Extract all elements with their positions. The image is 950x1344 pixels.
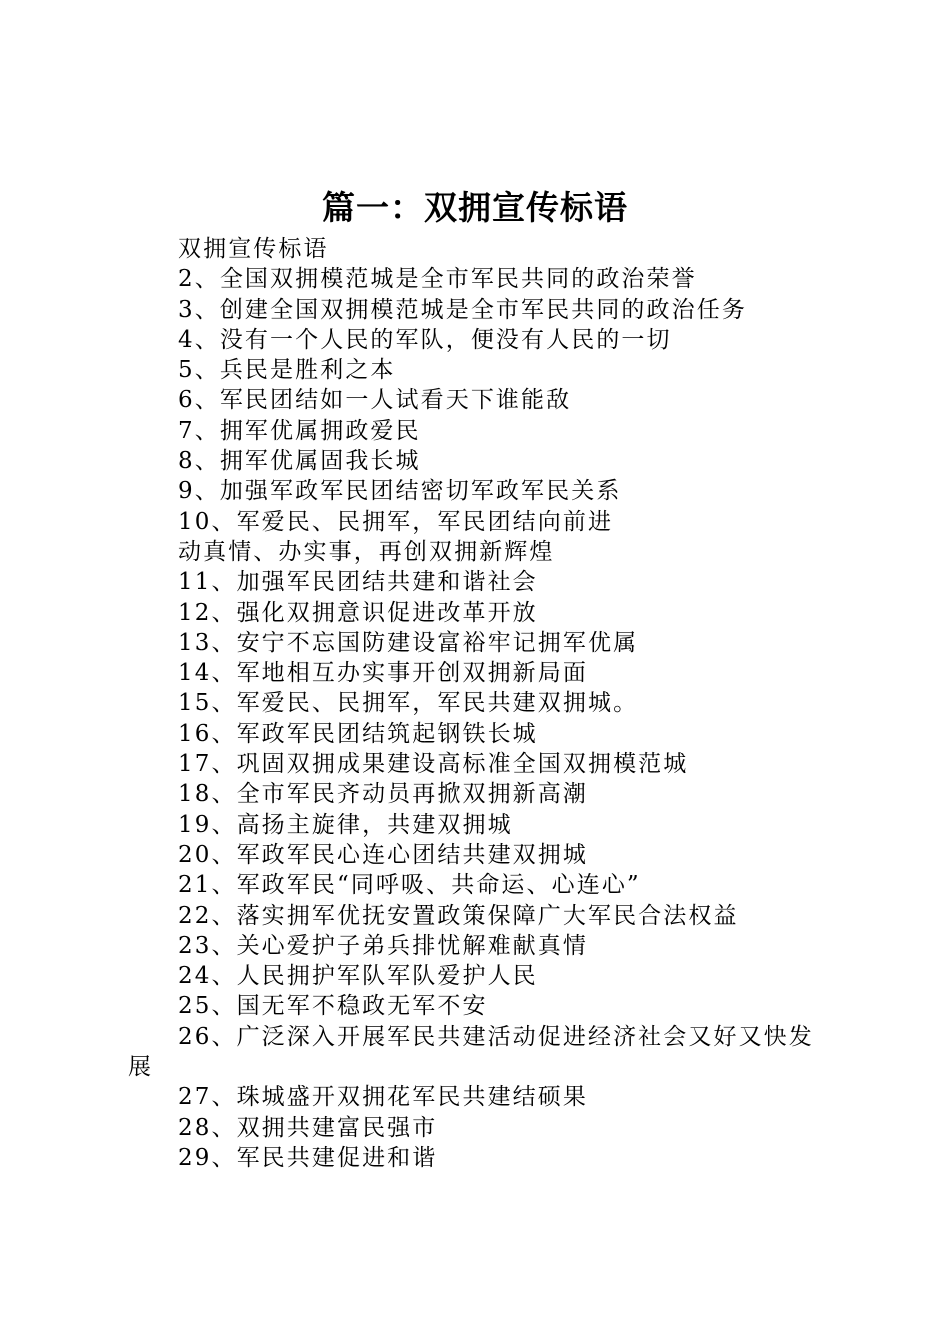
text-line: 10、军爱民、民拥军，军民团结向前进 [178,508,614,535]
text-line: 15、军爱民、民拥军，军民共建双拥城。 [178,690,639,717]
text-line: 26、广泛深入开展军民共建活动促进经济社会又好又快发展 [128,1023,814,1081]
text-line: 21、军政军民“同呼吸、共命运、心连心” [178,872,641,899]
text-line: 11、加强军民团结共建和谐社会 [178,569,538,596]
text-line: 8、拥军优属固我长城 [178,448,421,475]
document-title: 篇一：双拥宣传标语 [322,188,628,227]
text-line: 20、军政军民心连心团结共建双拥城 [178,841,588,868]
text-line: 9、加强军政军民团结密切军政军民关系 [178,478,622,505]
text-line: 28、双拥共建富民强市 [178,1114,438,1141]
text-line: 22、落实拥军优抚安置政策保障广大军民合法权益 [178,902,739,929]
text-line: 18、全市军民齐动员再掀双拥新高潮 [178,781,588,808]
text-line: 5、兵民是胜利之本 [178,357,396,384]
text-line: 4、没有一个人民的军队，便没有人民的一切 [178,326,672,353]
text-line: 29、军民共建促进和谐 [178,1144,438,1171]
text-line: 6、军民团结如一人试看天下谁能敌 [178,387,572,414]
text-line: 14、军地相互办实事开创双拥新局面 [178,660,588,687]
document-body [128,234,838,1173]
text-line: 25、国无军不稳政无军不安 [178,993,488,1020]
text-line: 7、拥军优属拥政爱民 [178,417,421,444]
text-line: 3、创建全国双拥模范城是全市军民共同的政治任务 [178,296,747,323]
text-line: 19、高扬主旋律，共建双拥城 [178,811,513,838]
text-line: 23、关心爱护子弟兵排忧解难献真情 [178,932,588,959]
text-line: 27、珠城盛开双拥花军民共建结硕果 [178,1084,588,1111]
text-line: 13、安宁不忘国防建设富裕牢记拥军优属 [178,629,639,656]
text-line: 动真情、办实事，再创双拥新辉煌 [178,538,555,565]
text-line: 16、军政军民团结筑起钢铁长城 [178,720,538,747]
text-line: 2、全国双拥模范城是全市军民共同的政治荣誉 [178,266,697,293]
text-line: 24、人民拥护军队军队爱护人民 [178,963,538,990]
text-line: 12、强化双拥意识促进改革开放 [178,599,538,626]
text-line: 17、巩固双拥成果建设高标准全国双拥模范城 [178,751,689,778]
text-line: 双拥宣传标语 [178,236,329,262]
